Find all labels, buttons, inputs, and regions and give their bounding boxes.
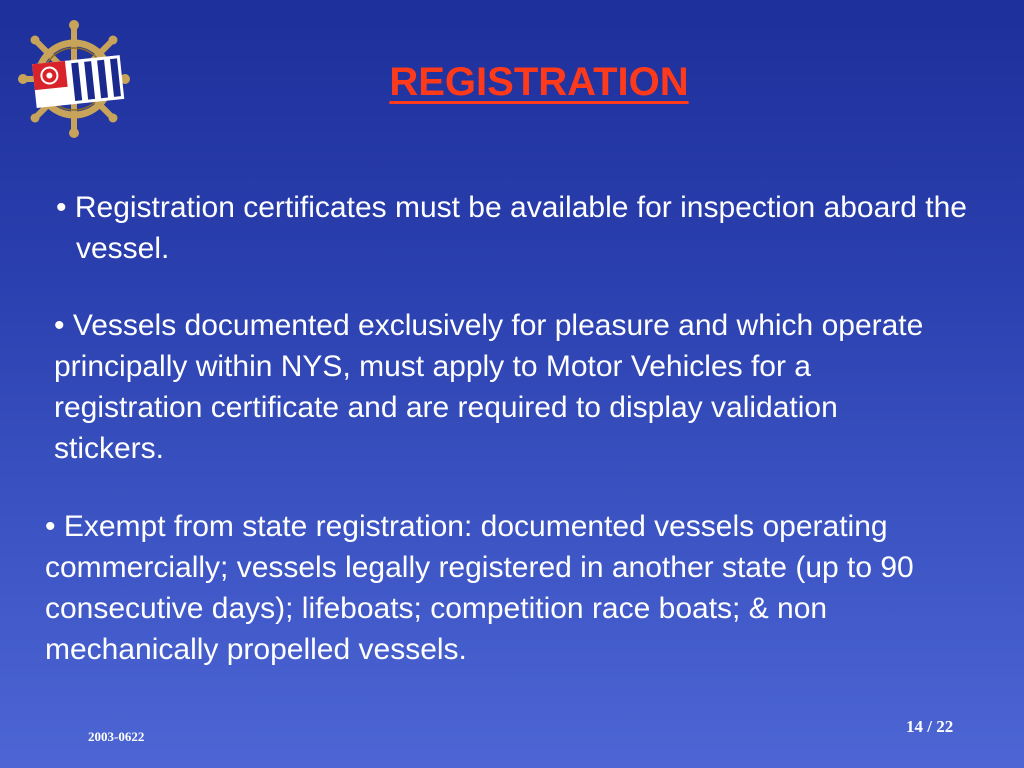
bullet-exemptions: • Exempt from state registration: documented vessels operating commercially; vessels legally registered in another state (up to 90 consecutive days); lifeboats; competition race boats; & non mechanically propelled vessels. — [45, 510, 914, 666]
footer-code: 2003-0622 — [88, 729, 145, 744]
bullet-registration-certificates: • Registration certificates must be available for inspection aboard the vessel. — [56, 191, 967, 265]
page-number: 14 / 22 — [906, 717, 954, 736]
bullet-documented-pleasure-vessels: • Vessels documented exclusively for pleasure and which operate principally within NYS, must apply to Motor Vehicles for a registration certificate and are required to display validation stickers. — [54, 309, 924, 465]
slide-title: REGISTRATION — [389, 60, 689, 104]
